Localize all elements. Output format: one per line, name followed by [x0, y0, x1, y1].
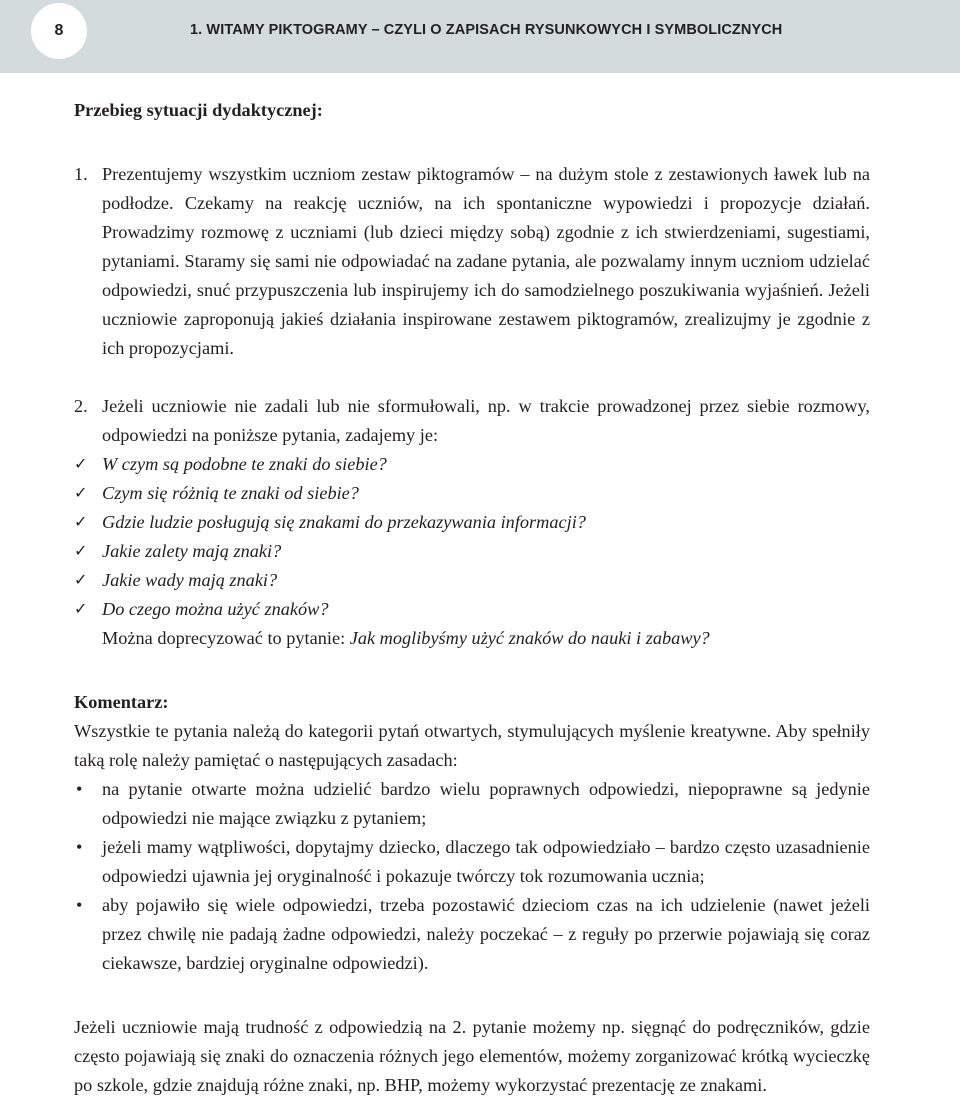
- bullet-icon: •: [76, 895, 83, 915]
- question-item: [74, 566, 870, 595]
- item-number: 2.: [74, 396, 88, 416]
- numbered-item-1: [74, 160, 870, 363]
- followup-question: [74, 624, 870, 653]
- checkmark-icon: ✓: [74, 485, 88, 502]
- running-head: 1. WITAMY PIKTOGRAMY – CZYLI O ZAPISACH RYSUNKOWYCH I SYMBOLICZNYCH: [190, 22, 783, 38]
- bullet-icon: •: [76, 837, 83, 857]
- bullet-text: na pytanie otwarte można udzielić bardzo wielu poprawnych odpowiedzi, niepoprawne są jedynie odpowiedzi nie mające związku z pytaniem;: [102, 779, 870, 828]
- page-content: [74, 96, 870, 1100]
- followup-prefix: Można doprecyzować to pytanie:: [102, 628, 350, 648]
- checkmark-icon: ✓: [74, 456, 88, 473]
- section-title-komentarz: Komentarz:: [74, 692, 169, 712]
- question-item: [74, 508, 870, 537]
- followup-italic: Jak moglibyśmy użyć znaków do nauki i zabawy?: [349, 628, 710, 648]
- question-text: Do czego można użyć znaków?: [102, 599, 329, 619]
- question-text: Jakie wady mają znaki?: [102, 570, 278, 590]
- checkmark-icon: ✓: [74, 514, 88, 531]
- question-item: [74, 450, 870, 479]
- question-text: Gdzie ludzie posługują się znakami do przekazywania informacji?: [102, 512, 586, 532]
- bullet-item: [74, 891, 870, 978]
- header-band: [0, 0, 960, 73]
- question-item: [74, 595, 870, 624]
- bullet-text: jeżeli mamy wątpliwości, dopytajmy dziecko, dlaczego tak odpowiedziało – bardzo często uzasadnienie odpowiedzi ujawnia jej oryginalność i pokazuje twórczy tok rozumowania ucznia;: [102, 837, 870, 886]
- question-item: [74, 537, 870, 566]
- bullet-item: [74, 833, 870, 891]
- checkmark-icon: ✓: [74, 572, 88, 589]
- question-item: [74, 479, 870, 508]
- bullet-item: [74, 775, 870, 833]
- comment-intro: Wszystkie te pytania należą do kategorii pytań otwartych, stymulujących myślenie kreatywne. Aby spełniły taką rolę należy pamiętać o następujących zasadach:: [74, 721, 870, 770]
- item-number: 1.: [74, 164, 88, 184]
- closing-paragraph: Jeżeli uczniowie mają trudność z odpowiedzią na 2. pytanie możemy np. sięgnąć do podręczników, gdzie często pojawiają się znaki do oznaczenia różnych jego elementów, możemy zorganizować krótką wycieczkę po szkole, gdzie znajdują różne znaki, np. BHP, możemy wykorzystać prezentację ze znakami.: [74, 1017, 870, 1095]
- checkmark-icon: ✓: [74, 543, 88, 560]
- page-number: 8: [31, 3, 87, 59]
- checkmark-icon: ✓: [74, 601, 88, 618]
- question-text: Jakie zalety mają znaki?: [102, 541, 282, 561]
- item-text: Jeżeli uczniowie nie zadali lub nie sformułowali, np. w trakcie prowadzonej przez siebie rozmowy, odpowiedzi na poniższe pytania, zadajemy je:: [102, 396, 870, 445]
- question-text: Czym się różnią te znaki od siebie?: [102, 483, 359, 503]
- question-text: W czym są podobne te znaki do siebie?: [102, 454, 387, 474]
- item-text: Prezentujemy wszystkim uczniom zestaw piktogramów – na dużym stole z zestawionych ławek lub na podłodze. Czekamy na reakcję uczniów, na ich spontaniczne wypowiedzi i propozycje działań. Prowadzimy rozmowę z uczniami (lub dzieci między sobą) zgodnie z ich stwierdzeniami, sugestiami, pytaniami. Staramy się sami nie odpowiadać na zadane pytania, ale pozwalamy innym uczniom udzielać odpowiedzi, snuć przypuszczenia lub inspirujemy ich do samodzielnego poszukiwania wyjaśnień. Jeżeli uczniowie zaproponują jakieś działania inspirowane zestawem piktogramów, zrealizujmy je zgodnie z ich propozycjami.: [102, 164, 870, 358]
- bullet-text: aby pojawiło się wiele odpowiedzi, trzeba pozostawić dzieciom czas na ich udzielenie (nawet jeżeli przez chwilę nie padają żadne odpowiedzi, należy poczekać – z reguły po przerwie pojawiają się coraz ciekawsze, bardziej oryginalne odpowiedzi).: [102, 895, 870, 973]
- section-title-przebieg: Przebieg sytuacji dydaktycznej:: [74, 100, 323, 120]
- bullet-icon: •: [76, 779, 83, 799]
- numbered-item-2: [74, 392, 870, 450]
